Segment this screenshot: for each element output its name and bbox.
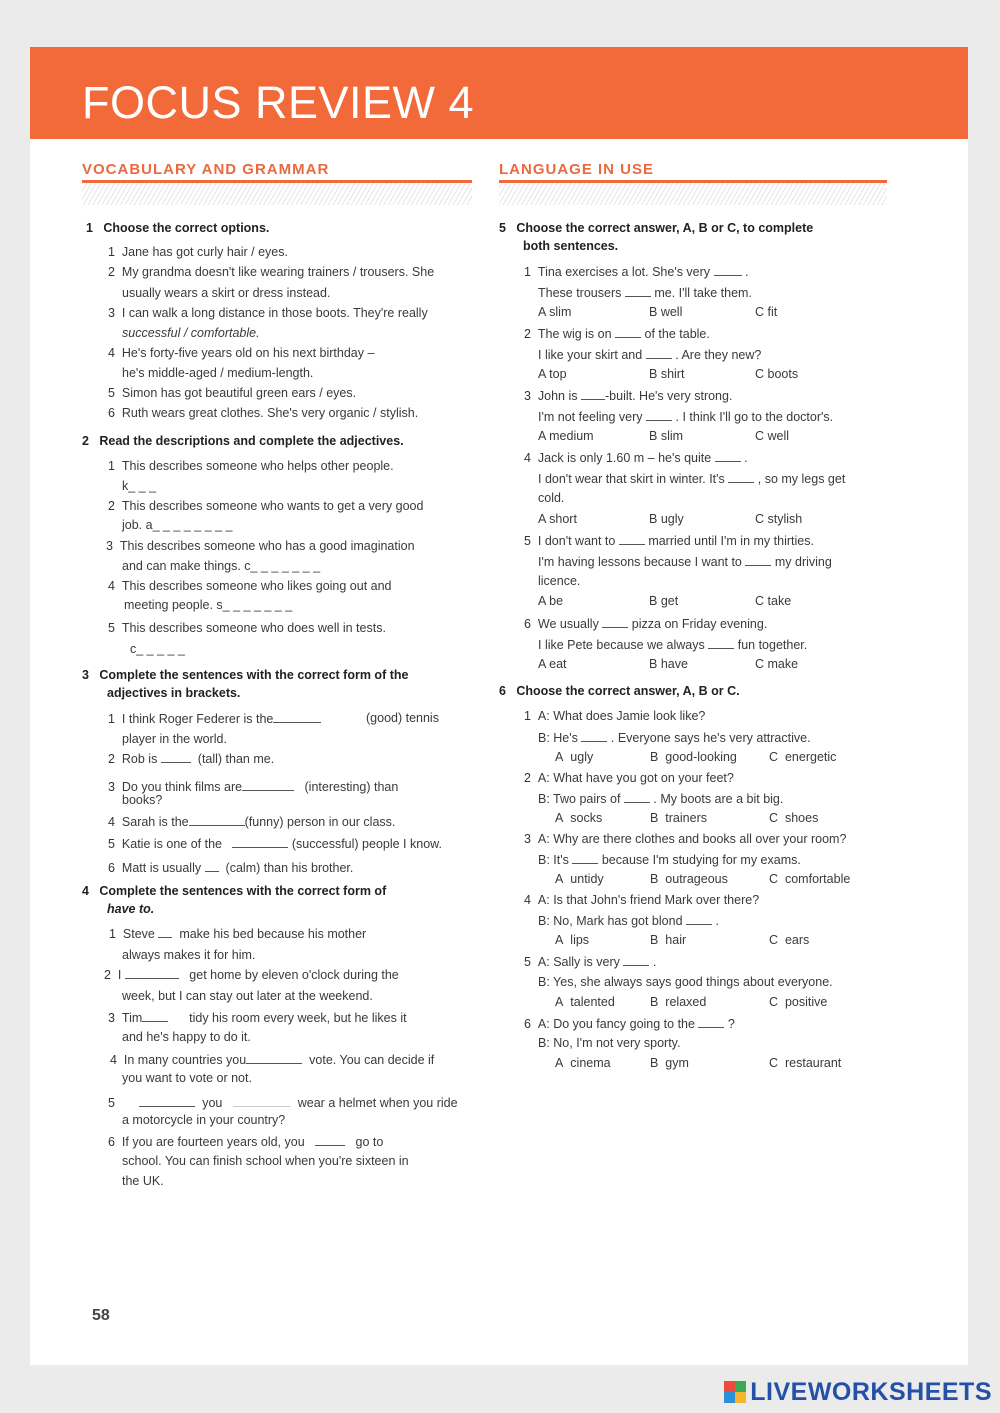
list-item: 4 Sarah is the (funny) person in our class. <box>108 815 396 829</box>
answer-blank[interactable] <box>615 326 641 338</box>
option-b[interactable]: B outrageous <box>650 872 728 886</box>
list-item: school. You can finish school when you're sixteen in <box>122 1154 409 1168</box>
list-item: I like Pete because we always fun together. <box>538 638 808 652</box>
option-b[interactable]: B shirt <box>649 367 685 381</box>
option-b[interactable]: B good-looking <box>650 750 737 764</box>
list-item: 3 Do you think films are (interesting) than <box>108 780 399 794</box>
option-a[interactable]: A short <box>538 512 577 526</box>
list-item: 1 Jane has got curly hair / eyes. <box>108 245 288 259</box>
answer-blank[interactable] <box>205 860 219 872</box>
exercise-heading: adjectives in brackets. <box>107 686 241 700</box>
list-item: 6 Matt is usually (calm) than his brother. <box>108 861 354 875</box>
list-item: week, but I can stay out later at the weekend. <box>122 989 373 1003</box>
exercise-heading: 6 Choose the correct answer, A, B or C. <box>499 684 740 698</box>
exercise-heading: 3 Complete the sentences with the correct form of the <box>82 668 409 682</box>
list-item: I like your skirt and . Are they new? <box>538 348 762 362</box>
option-a[interactable]: A talented <box>555 995 615 1009</box>
answer-blank[interactable] <box>715 450 741 462</box>
exercise-heading: have to. <box>107 902 155 916</box>
answer-field[interactable]: c_ _ _ _ _ <box>130 642 185 656</box>
answer-blank[interactable] <box>714 264 742 276</box>
option-a[interactable]: A top <box>538 367 567 381</box>
answer-blank[interactable] <box>698 1016 724 1028</box>
list-item: a motorcycle in your country? <box>122 1113 286 1127</box>
option-c[interactable]: C boots <box>755 367 799 381</box>
answer-blank[interactable] <box>139 1095 195 1107</box>
option-c[interactable]: C well <box>755 429 790 443</box>
list-item: and he's happy to do it. <box>122 1030 251 1044</box>
section-title-language: LANGUAGE IN USE <box>499 161 655 178</box>
list-item: 2 This describes someone who wants to get a very good <box>108 499 424 513</box>
option-a[interactable]: A ugly <box>555 750 594 764</box>
answer-blank[interactable] <box>625 285 651 297</box>
option-b[interactable]: B well <box>649 305 683 319</box>
answer-blank[interactable] <box>728 471 754 483</box>
option-c[interactable]: C make <box>755 657 799 671</box>
option-c[interactable]: C restaurant <box>769 1056 842 1070</box>
list-item: B: Two pairs of . My boots are a bit big. <box>538 792 784 806</box>
option-c[interactable]: C ears <box>769 933 810 947</box>
list-item: 1 I think Roger Federer is the <box>108 711 321 727</box>
answer-blank[interactable] <box>315 1134 345 1146</box>
list-item: always makes it for him. <box>122 948 256 962</box>
worksheet-page <box>30 47 968 1365</box>
option-b[interactable]: B relaxed <box>650 995 707 1009</box>
answer-field[interactable]: and can make things. c_ _ _ _ _ _ _ <box>122 559 321 573</box>
option-c[interactable]: C take <box>755 594 792 608</box>
option-c[interactable]: C energetic <box>769 750 837 764</box>
list-item: successful / comfortable. <box>122 326 260 340</box>
answer-blank[interactable] <box>142 1010 168 1022</box>
list-item: 1 Tina exercises a lot. She's very . <box>524 265 749 279</box>
option-b[interactable]: B hair <box>650 933 687 947</box>
answer-blank[interactable] <box>745 554 771 566</box>
answer-field[interactable]: meeting people. s_ _ _ _ _ _ _ <box>124 598 293 612</box>
option-a[interactable]: A slim <box>538 305 572 319</box>
answer-blank[interactable] <box>242 779 294 791</box>
list-item: 4 This describes someone who likes going out and <box>108 579 392 593</box>
answer-blank[interactable] <box>125 967 179 979</box>
list-item: B: It's because I'm studying for my exams. <box>538 853 801 867</box>
logo-text: LIVEWORKSHEETS <box>750 1377 992 1406</box>
answer-blank[interactable] <box>686 913 712 925</box>
option-b[interactable]: B slim <box>649 429 684 443</box>
option-a[interactable]: A be <box>538 594 564 608</box>
option-c[interactable]: C shoes <box>769 811 819 825</box>
list-item: 4 Jack is only 1.60 m – he's quite . <box>524 451 748 465</box>
list-item: B: No, I'm not very sporty. <box>538 1036 681 1050</box>
answer-blank[interactable] <box>572 852 598 864</box>
option-c[interactable]: C stylish <box>755 512 803 526</box>
section-divider <box>82 180 472 205</box>
list-item: 5 This describes someone who does well in tests. <box>108 621 386 635</box>
list-item: 5 I don't want to married until I'm in my thirties. <box>524 534 814 548</box>
list-item: books? <box>122 793 163 807</box>
list-item: you want to vote or not. <box>122 1071 252 1085</box>
option-c[interactable]: C positive <box>769 995 828 1009</box>
option-b[interactable]: B get <box>649 594 679 608</box>
option-a[interactable]: A medium <box>538 429 594 443</box>
list-item: 1 A: What does Jamie look like? <box>524 709 706 723</box>
option-c[interactable]: C comfortable <box>769 872 851 886</box>
list-item: I'm having lessons because I want to my driving <box>538 555 832 569</box>
answer-blank[interactable] <box>581 388 605 400</box>
answer-blank[interactable] <box>232 836 288 848</box>
list-item: B: Yes, she always says good things about everyone. <box>538 975 833 989</box>
answer-field[interactable]: k_ _ _ <box>122 479 157 493</box>
list-item: 3 I can walk a long distance in those boots. They're really <box>108 306 428 320</box>
answer-blank[interactable] <box>189 814 245 826</box>
answer-blank[interactable] <box>708 637 734 649</box>
exercise-heading: 1 Choose the correct options. <box>86 221 270 235</box>
list-item: 6 A: Do you fancy going to the ? <box>524 1017 735 1031</box>
list-item: 2 Rob is (tall) than me. <box>108 752 275 766</box>
answer-blank[interactable] <box>646 409 672 421</box>
answer-blank[interactable] <box>624 791 650 803</box>
section-title-vocabulary: VOCABULARY AND GRAMMAR <box>82 161 330 178</box>
list-item: licence. <box>538 574 581 588</box>
option-a[interactable]: A untidy <box>555 872 604 886</box>
list-item: 5 Katie is one of the (successful) people I know. <box>108 837 442 851</box>
answer-blank[interactable] <box>233 1095 291 1107</box>
exercise-heading: 2 Read the descriptions and complete the adjectives. <box>82 434 404 448</box>
list-item: 5 you wear a helmet when you ride <box>108 1096 458 1110</box>
list-item: 1 Steve make his bed because his mother <box>109 927 367 941</box>
list-item: 1 This describes someone who helps other people. <box>108 459 394 473</box>
list-item: 4 A: Is that John's friend Mark over there? <box>524 893 760 907</box>
answer-blank[interactable] <box>646 347 672 359</box>
option-a[interactable]: A lips <box>555 933 590 947</box>
answer-blank[interactable] <box>623 954 649 966</box>
option-a[interactable]: A socks <box>555 811 603 825</box>
list-item: (good) tennis <box>366 711 439 725</box>
option-b[interactable]: B ugly <box>649 512 684 526</box>
list-item: 3 A: Why are there clothes and books all over your room? <box>524 832 847 846</box>
option-c[interactable]: C fit <box>755 305 778 319</box>
option-a[interactable]: A cinema <box>555 1056 611 1070</box>
option-b[interactable]: B gym <box>650 1056 689 1070</box>
list-item: 2 The wig is on of the table. <box>524 327 710 341</box>
list-item: 3 John is -built. He's very strong. <box>524 389 733 403</box>
exercise-heading: both sentences. <box>523 239 619 253</box>
list-item: 4 In many countries you vote. You can decide if <box>110 1053 435 1067</box>
answer-field[interactable]: job. a_ _ _ _ _ _ _ _ <box>122 518 233 532</box>
answer-blank[interactable] <box>602 616 628 628</box>
answer-blank[interactable] <box>619 533 645 545</box>
list-item: he's middle-aged / medium-length. <box>122 366 314 380</box>
exercise-heading: 4 Complete the sentences with the correct form of <box>82 884 387 898</box>
list-item: 6 We usually pizza on Friday evening. <box>524 617 768 631</box>
list-item: the UK. <box>122 1174 164 1188</box>
option-b[interactable]: B trainers <box>650 811 707 825</box>
list-item: These trousers me. I'll take them. <box>538 286 752 300</box>
option-a[interactable]: A eat <box>538 657 567 671</box>
exercise-heading: 5 Choose the correct answer, A, B or C, to complete <box>499 221 814 235</box>
list-item: B: He's . Everyone says he's very attractive. <box>538 731 811 745</box>
list-item: 2 My grandma doesn't like wearing trainers / trousers. She <box>108 265 435 279</box>
answer-blank[interactable] <box>273 711 321 723</box>
answer-blank[interactable] <box>158 926 172 938</box>
title-banner <box>30 47 968 139</box>
liveworksheets-logo <box>724 1378 992 1406</box>
list-item: 3 Tim tidy his room every week, but he likes it <box>108 1011 407 1025</box>
answer-blank[interactable] <box>161 751 191 763</box>
list-item: usually wears a skirt or dress instead. <box>122 286 331 300</box>
logo-grid-icon <box>724 1381 746 1403</box>
list-item: 2 A: What have you got on your feet? <box>524 771 734 785</box>
list-item: 2 I get home by eleven o'clock during the <box>104 968 399 982</box>
list-item: 6 Ruth wears great clothes. She's very organic / stylish. <box>108 406 419 420</box>
list-item: I'm not feeling very . I think I'll go to the doctor's. <box>538 410 834 424</box>
page-title: FOCUS REVIEW 4 <box>82 77 475 128</box>
list-item: 4 He's forty-five years old on his next birthday – <box>108 346 375 360</box>
list-item: 5 Simon has got beautiful green ears / eyes. <box>108 386 357 400</box>
section-divider <box>499 180 887 205</box>
list-item: 6 If you are fourteen years old, you go to <box>108 1135 384 1149</box>
list-item: 3 This describes someone who has a good imagination <box>106 539 415 553</box>
answer-blank[interactable] <box>246 1052 302 1064</box>
list-item: cold. <box>538 491 565 505</box>
list-item: player in the world. <box>122 732 227 746</box>
list-item: I don't wear that skirt in winter. It's , so my legs get <box>538 472 846 486</box>
list-item: B: No, Mark has got blond . <box>538 914 719 928</box>
page-number: 58 <box>92 1307 110 1324</box>
answer-blank[interactable] <box>581 730 607 742</box>
list-item: 5 A: Sally is very . <box>524 955 657 969</box>
option-b[interactable]: B have <box>649 657 688 671</box>
